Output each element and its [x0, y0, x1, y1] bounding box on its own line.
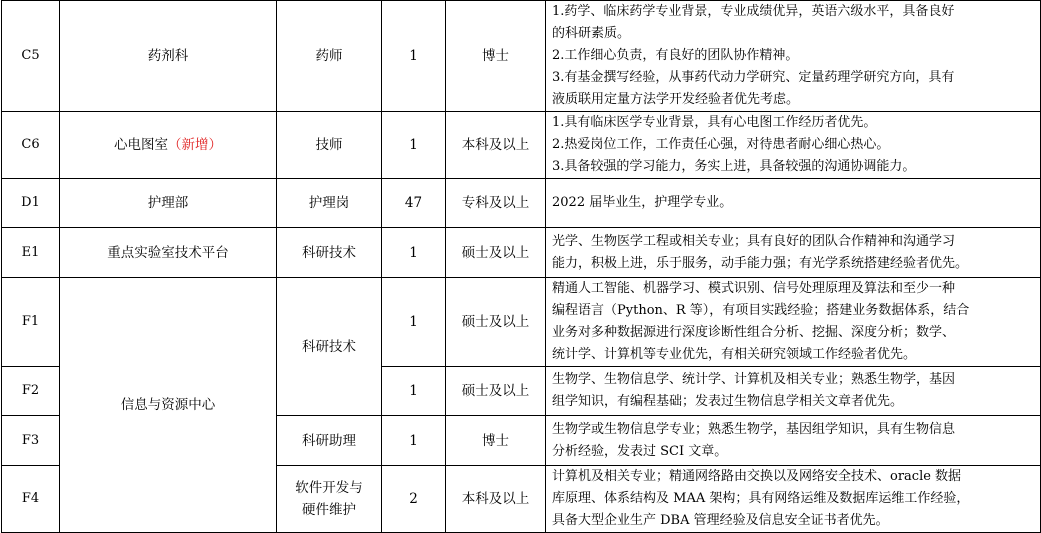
position-cell: 药师	[277, 1, 382, 112]
requirements-cell	[546, 278, 1041, 367]
headcount-cell: 2	[382, 466, 446, 533]
requirement-line: 2.工作细心负责，有良好的团队协作精神。	[552, 48, 799, 63]
requirement-line: 2.热爱岗位工作，工作责任心强，对待患者耐心细心热心。	[552, 137, 890, 152]
headcount-cell: 1	[382, 367, 446, 416]
position-code: F1	[2, 278, 60, 367]
position-line: 硬件维护	[302, 502, 356, 518]
headcount-cell: 1	[382, 278, 446, 367]
position-code: F2	[2, 367, 60, 416]
position-cell: 护理岗	[277, 179, 382, 228]
position-cell: 技师	[277, 112, 382, 179]
requirements-cell	[546, 416, 1041, 466]
requirement-line: 3.具备较强的学习能力，务实上进，具备较强的沟通协调能力。	[552, 159, 916, 174]
position-code: D1	[2, 179, 60, 228]
requirement-line: 具备大型企业生产 DBA 管理经验及信息安全证书者优先。	[552, 513, 889, 528]
requirement-line: 统计学、计算机等专业优先，有相关研究领域工作经验者优先。	[552, 347, 917, 362]
position-cell: 科研技术	[277, 278, 382, 416]
requirement-line: 液质联用定量方法学开发经验者优先考虑。	[552, 92, 800, 107]
requirement-line: 3.有基金撰写经验，从事药代动力学研究、定量药理学研究方向，具有	[552, 70, 955, 85]
department-name: 心电图室	[114, 137, 168, 153]
headcount-cell: 1	[382, 1, 446, 112]
recruitment-table	[1, 0, 1041, 533]
headcount-cell: 1	[382, 416, 446, 466]
department-name: 信息与资源中心	[120, 397, 216, 413]
requirements-cell	[546, 466, 1041, 533]
requirement-line: 精通人工智能、机器学习、模式识别、信号处理原理及算法和至少一种	[552, 281, 956, 296]
education-cell: 本科及以上	[446, 466, 546, 533]
requirement-line: 生物学或生物信息学专业；熟悉生物学，基因组学知识，具有生物信息	[552, 421, 956, 437]
requirements-cell	[546, 228, 1041, 278]
position-line: 软件开发与	[295, 480, 363, 496]
headcount-cell: 1	[382, 228, 446, 278]
requirement-line: 库原理、体系结构及 MAA 架构；具有网络运维及数据库运维工作经验，	[552, 491, 970, 506]
education-cell: 硕士及以上	[446, 367, 546, 416]
requirement-line: 的科研素质。	[552, 26, 631, 41]
new-badge: （新增）	[168, 137, 222, 153]
requirement-line: 1.具有临床医学专业背景，具有心电图工作经历者优先。	[552, 115, 877, 130]
requirements-cell	[546, 112, 1041, 179]
department-name: 药剂科	[147, 48, 189, 64]
requirement-line: 能力，积极上进，乐于服务，动手能力强；有光学系统搭建经验者优先。	[552, 255, 969, 271]
requirement-line: 分析经验，发表过 SCI 文章。	[552, 443, 728, 459]
headcount-cell: 1	[382, 112, 446, 179]
requirement-line: 业务对多种数据源进行深度诊断性组合分析、挖掘、深度分析；数学、	[552, 325, 956, 340]
table-row	[2, 278, 1041, 367]
department-cell	[60, 179, 277, 228]
requirement-line: 计算机及相关专业；精通网络路由交换以及网络安全技术、oracle 数据	[552, 469, 962, 484]
education-cell: 硕士及以上	[446, 278, 546, 367]
requirements-cell	[546, 179, 1041, 228]
department-cell	[60, 228, 277, 278]
headcount-cell: 47	[382, 179, 446, 228]
position-code: E1	[2, 228, 60, 278]
education-cell: 专科及以上	[446, 179, 546, 228]
table-row	[2, 179, 1041, 228]
education-cell: 本科及以上	[446, 112, 546, 179]
department-cell	[60, 112, 277, 179]
position-code: F3	[2, 416, 60, 466]
requirement-line: 组学知识，有编程基础；发表过生物信息学相关文章者优先。	[552, 394, 904, 409]
table-row	[2, 228, 1041, 278]
requirements-cell	[546, 367, 1041, 416]
table-row	[2, 112, 1041, 179]
education-cell: 硕士及以上	[446, 228, 546, 278]
education-cell: 博士	[446, 1, 546, 112]
position-code: F4	[2, 466, 60, 533]
requirement-line: 2022 届毕业生，护理学专业。	[552, 195, 733, 210]
position-cell: 科研技术	[277, 228, 382, 278]
department-name: 重点实验室技术平台	[107, 244, 229, 261]
department-cell	[60, 1, 277, 112]
position-cell	[277, 466, 382, 533]
requirement-line: 编程语言（Python、R 等），有项目实践经验；搭建业务数据体系，结合	[552, 303, 970, 318]
department-name: 护理部	[147, 195, 189, 211]
education-cell: 博士	[446, 416, 546, 466]
position-code: C5	[2, 1, 60, 112]
position-code: C6	[2, 112, 60, 179]
position-cell: 科研助理	[277, 416, 382, 466]
table-row	[2, 1, 1041, 112]
department-cell	[60, 278, 277, 533]
requirements-cell	[546, 1, 1041, 112]
requirement-line: 光学、生物医学工程或相关专业；具有良好的团队合作精神和沟通学习	[552, 233, 956, 249]
requirement-line: 1.药学、临床药学专业背景，专业成绩优异，英语六级水平，具备良好	[552, 4, 955, 19]
requirement-line: 生物学、生物信息学、统计学、计算机及相关专业；熟悉生物学，基因	[552, 372, 956, 387]
